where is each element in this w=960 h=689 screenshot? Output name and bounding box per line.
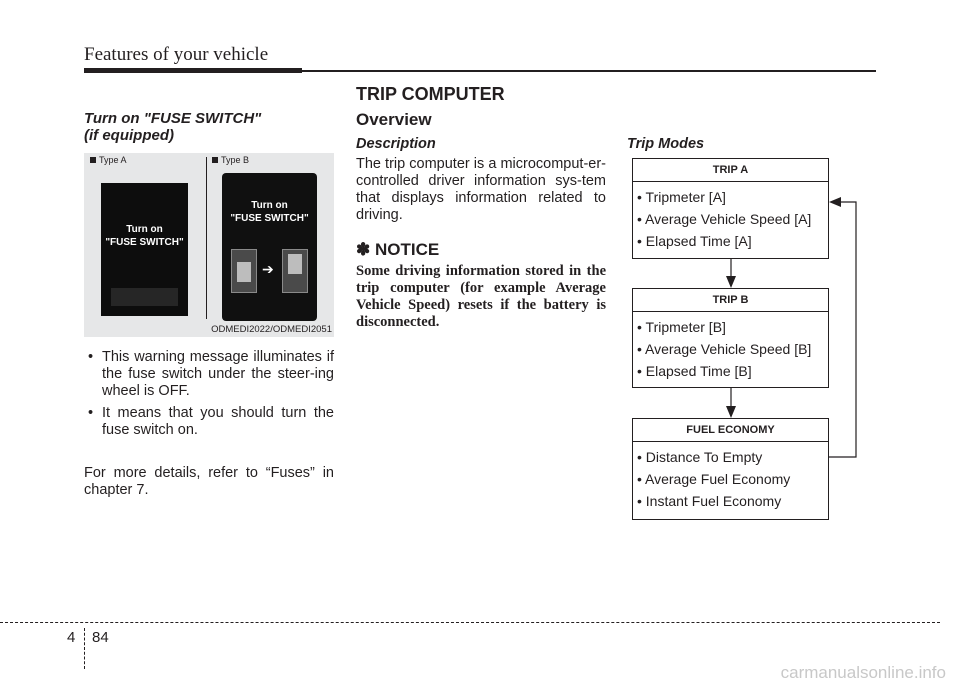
- fuse-switch-section: [84, 110, 334, 144]
- list-item: • Elapsed Time [A]: [637, 233, 752, 249]
- page-number: 84: [92, 629, 109, 646]
- list-item: • Distance To Empty: [637, 449, 763, 465]
- type-a-label: Type A: [90, 155, 127, 165]
- header-rule-thick: [84, 68, 302, 73]
- bullet-icon: •: [88, 405, 94, 421]
- type-a-gauge-remnant: [111, 288, 178, 306]
- fuel-economy-box: [632, 418, 829, 520]
- type-a-display: [101, 183, 188, 316]
- arrow-right-icon: ➔: [262, 261, 274, 277]
- fuse-switch-figure: [84, 153, 334, 337]
- overview-heading: Overview: [356, 110, 432, 129]
- chapter-number: 4: [67, 629, 76, 646]
- list-item: • Instant Fuel Economy: [637, 493, 782, 509]
- trip-b-box: [632, 288, 829, 388]
- header-rule-thin: [302, 70, 876, 72]
- trip-a-box: [632, 158, 829, 259]
- header-title: Features of your vehicle: [84, 44, 269, 65]
- list-item: • Average Fuel Economy: [637, 471, 791, 487]
- figure-divider: [206, 157, 207, 319]
- figure-caption: ODMEDI2022/ODMEDI2051: [211, 324, 332, 335]
- fuse-switch-heading-line2: (if equipped): [84, 127, 174, 144]
- list-item: • This warning message illuminates if the fuse switch under the steer-ing wheel is OFF.: [88, 349, 334, 399]
- fuse-switch-heading: [84, 110, 334, 144]
- list-item: • Elapsed Time [B]: [637, 363, 752, 379]
- list-item: • Tripmeter [B]: [637, 319, 726, 335]
- footer-divider: [84, 628, 85, 669]
- switch-off-icon: [231, 249, 257, 293]
- list-item: • Average Vehicle Speed [B]: [637, 341, 812, 357]
- trip-modes-heading: Trip Modes: [627, 136, 705, 152]
- trip-a-title: TRIP A: [633, 159, 828, 182]
- arrow-fuel-to-a: [829, 197, 856, 457]
- fuse-switch-heading-line1: Turn on "FUSE SWITCH": [84, 110, 262, 127]
- notice-heading: ✽ NOTICE: [356, 240, 440, 259]
- fuel-economy-title: FUEL ECONOMY: [633, 419, 828, 442]
- notice-text: Some driving information stored in the trip computer (for example Average Vehicle Speed) resets if the battery is disconnected.: [356, 263, 606, 330]
- arrow-a-to-b: [726, 259, 736, 288]
- list-item: • Average Vehicle Speed [A]: [637, 211, 812, 227]
- fuse-reference-paragraph: For more details, refer to “Fuses” in chapter 7.: [84, 465, 334, 498]
- description-text: The trip computer is a microcomput-er-controlled driver information sys-tem that displays information related to driving.: [356, 156, 606, 223]
- type-a-message: Turn on "FUSE SWITCH": [105, 224, 184, 248]
- arrow-b-to-fuel: [726, 388, 736, 418]
- type-b-label: Type B: [212, 155, 249, 165]
- trip-b-title: TRIP B: [633, 289, 828, 312]
- list-item: • It means that you should turn the fuse switch on.: [88, 405, 334, 438]
- description-heading: Description: [356, 136, 436, 152]
- bullet-icon: •: [88, 349, 94, 365]
- type-b-message: Turn on "FUSE SWITCH": [230, 200, 309, 224]
- footer-rule: [0, 622, 940, 623]
- square-bullet-icon: [212, 157, 218, 163]
- switch-on-icon: [282, 249, 308, 293]
- square-bullet-icon: [90, 157, 96, 163]
- list-item: • Tripmeter [A]: [637, 189, 726, 205]
- watermark: carmanualsonline.info: [780, 663, 946, 682]
- section-title: TRIP COMPUTER: [356, 84, 505, 104]
- notice-star-icon: ✽: [356, 240, 371, 259]
- fuse-switch-bullets: [84, 349, 334, 444]
- type-b-display: [222, 173, 317, 321]
